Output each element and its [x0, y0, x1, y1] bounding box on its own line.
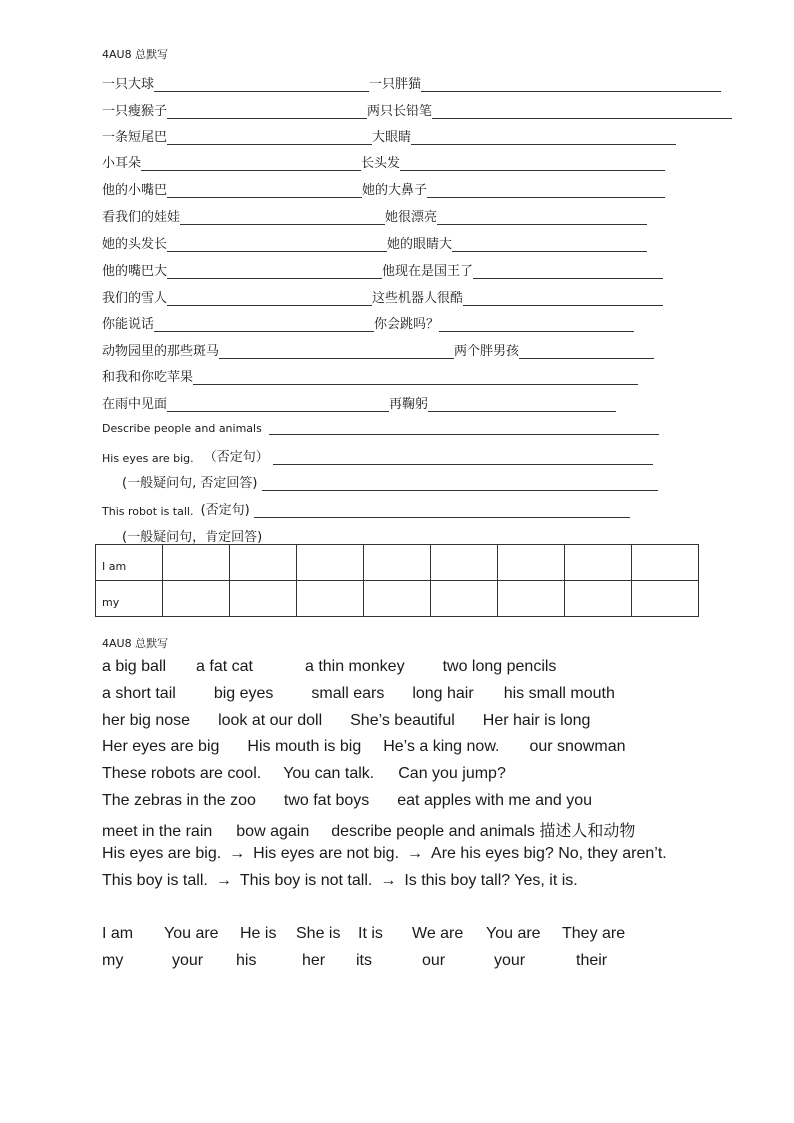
- answer-line: [102, 658, 556, 676]
- answer-phrase: Is this boy tall? Yes, it is.: [404, 872, 578, 889]
- answer-blank[interactable]: [473, 265, 663, 279]
- answer-blank[interactable]: [193, 371, 638, 385]
- answer-blank[interactable]: [269, 421, 659, 435]
- table-label-my: my: [96, 581, 163, 617]
- q2-row: [102, 499, 630, 519]
- answer-phrase: You can talk.: [283, 765, 375, 782]
- pronoun-possessive: my: [102, 952, 124, 969]
- answer-blank[interactable]: [411, 131, 676, 145]
- q2-hint2: (一般疑问句，肯定回答): [122, 530, 263, 545]
- prompt-text: 她的头发长: [102, 237, 168, 252]
- arrow-icon: →: [229, 845, 246, 862]
- answer-phrase: our snowman: [529, 738, 626, 755]
- pronoun-possessive: her: [302, 952, 326, 969]
- prompt-text: 我们的雪人: [102, 291, 168, 306]
- pronoun-possessive: your: [494, 952, 526, 969]
- prompt-text: 她很漂亮: [385, 210, 438, 225]
- answer-line: [102, 845, 667, 863]
- q1-row: [102, 446, 653, 466]
- answer-phrase: his small mouth: [503, 685, 615, 702]
- answer-blank[interactable]: [154, 318, 374, 332]
- pronoun-subject: It is: [358, 925, 383, 942]
- answer-blank[interactable]: [266, 531, 654, 545]
- worksheet-row: [102, 126, 676, 146]
- answer-phrase: His eyes are not big.: [253, 845, 400, 862]
- pronoun-table: [95, 544, 699, 617]
- answer-line: [102, 712, 590, 730]
- pronoun-subject: She is: [296, 925, 341, 942]
- q2-sentence: This robot is tall.: [102, 505, 194, 518]
- answer-line: [102, 738, 625, 756]
- answer-phrase: her big nose: [102, 712, 191, 729]
- describe-prompt: Describe people and animals: [102, 422, 262, 435]
- answer-line: [102, 872, 578, 890]
- answer-blank[interactable]: [421, 78, 721, 92]
- pronoun-possessive: its: [356, 952, 372, 969]
- answer-blank[interactable]: [452, 238, 647, 252]
- answer-blank[interactable]: [432, 105, 732, 119]
- worksheet-row: [102, 340, 654, 360]
- answer-blank[interactable]: [439, 318, 634, 332]
- answer-phrase: Can you jump?: [398, 765, 506, 782]
- answer-phrase: a fat cat: [196, 658, 253, 675]
- pronoun-subject: He is: [240, 925, 277, 942]
- answer-phrase: This boy is tall.: [102, 872, 208, 889]
- table-cell[interactable]: [163, 581, 230, 617]
- answer-blank[interactable]: [154, 78, 369, 92]
- answer-phrase: His mouth is big: [247, 738, 362, 755]
- table-cell[interactable]: [431, 581, 498, 617]
- pronoun-subject: You are: [486, 925, 541, 942]
- q1b-row: [122, 472, 658, 492]
- prompt-text: 再鞠躬: [389, 397, 429, 412]
- prompt-text: 长头发: [361, 156, 401, 171]
- table-cell[interactable]: [163, 545, 230, 581]
- prompt-text: 他现在是国王了: [382, 264, 474, 279]
- prompt-text: 他的小嘴巴: [102, 183, 168, 198]
- prompt-text: 一条短尾巴: [102, 130, 168, 145]
- q1-hint2: (一般疑问句, 否定回答): [122, 476, 258, 491]
- worksheet-row: [102, 366, 638, 386]
- answer-blank[interactable]: [427, 184, 665, 198]
- worksheet-row: [102, 233, 647, 253]
- answer-blank[interactable]: [254, 504, 630, 518]
- answer-line: [102, 818, 635, 841]
- answer-phrase: two long pencils: [442, 658, 557, 675]
- answer-blank[interactable]: [167, 292, 372, 306]
- worksheet-row: [102, 179, 665, 199]
- arrow-icon: →: [407, 845, 424, 862]
- table-cell[interactable]: [297, 545, 364, 581]
- answer-phrase: small ears: [311, 685, 385, 702]
- answer-phrase: bow again: [236, 823, 310, 840]
- worksheet-row: [102, 287, 663, 307]
- answer-phrase: Her eyes are big: [102, 738, 220, 755]
- answer-blank[interactable]: [167, 105, 367, 119]
- table-label-iam: I am: [96, 545, 163, 581]
- prompt-text: 一只大球: [102, 77, 155, 92]
- prompt-text: 你能说话: [102, 317, 155, 332]
- pronoun-subject: I am: [102, 925, 134, 942]
- answer-phrase: two fat boys: [283, 792, 370, 809]
- answer-phrase: The zebras in the zoo: [102, 792, 256, 809]
- answer-phrase: Her hair is long: [482, 712, 591, 729]
- table-row: [96, 581, 699, 617]
- worksheet-row: [102, 260, 663, 280]
- prompt-text: 他的嘴巴大: [102, 264, 168, 279]
- answer-line: [102, 792, 592, 810]
- worksheet-row: [102, 73, 721, 93]
- answer-phrase: This boy is not tall.: [239, 872, 373, 889]
- describe-row: [102, 420, 659, 440]
- answer-blank[interactable]: [428, 398, 616, 412]
- q2-hint: (否定句): [200, 503, 250, 518]
- pronoun-possessive: his: [236, 952, 257, 969]
- worksheet-row: [102, 152, 665, 172]
- pronoun-possessive: your: [172, 952, 204, 969]
- answer-phrase: eat apples with me and you: [397, 792, 593, 809]
- table-cell[interactable]: [632, 581, 699, 617]
- prompt-text: 动物园里的那些斑马: [102, 344, 220, 359]
- answer-phrase: a thin monkey: [304, 658, 405, 675]
- answer-phrase: She’s beautiful: [350, 712, 455, 729]
- q2b-row: [122, 526, 654, 546]
- answer-phrase: describe people and animals 描述人和动物: [331, 823, 636, 840]
- answer-blank[interactable]: [167, 265, 382, 279]
- table-cell[interactable]: [364, 581, 431, 617]
- q1-sentence: His eyes are big.: [102, 452, 194, 465]
- answer-phrase: He’s a king now.: [383, 738, 500, 755]
- answer-blank[interactable]: [219, 345, 454, 359]
- worksheet-title: 4AU8 总默写: [102, 48, 169, 61]
- table-cell[interactable]: [498, 581, 565, 617]
- answer-phrase: These robots are cool.: [102, 765, 262, 782]
- table-cell[interactable]: [565, 581, 632, 617]
- answer-blank[interactable]: [180, 211, 385, 225]
- table-cell[interactable]: [431, 545, 498, 581]
- answer-blank[interactable]: [262, 477, 658, 491]
- prompt-text: 她的眼睛大: [387, 237, 453, 252]
- answer-phrase: His eyes are big.: [102, 845, 222, 862]
- worksheet-row: [102, 393, 616, 413]
- pronoun-possessive: our: [422, 952, 446, 969]
- answer-blank[interactable]: [167, 238, 387, 252]
- answer-line: [102, 685, 615, 703]
- answer-phrase: meet in the rain: [102, 823, 213, 840]
- prompt-text: 和我和你吃苹果: [102, 370, 194, 385]
- table-cell[interactable]: [297, 581, 364, 617]
- answer-blank[interactable]: [167, 184, 362, 198]
- prompt-text: 两个胖男孩: [454, 344, 520, 359]
- table-cell[interactable]: [230, 545, 297, 581]
- answer-blank[interactable]: [141, 157, 361, 171]
- prompt-text: 看我们的娃娃: [102, 210, 181, 225]
- pronoun-possessive: their: [576, 952, 608, 969]
- answer-line: [102, 765, 506, 783]
- pronoun-subject: We are: [412, 925, 464, 942]
- prompt-text: 一只胖猫: [369, 77, 422, 92]
- prompt-text: 你会跳吗？: [374, 317, 440, 332]
- pronoun-subject: They are: [562, 925, 626, 942]
- table-cell[interactable]: [632, 545, 699, 581]
- table-cell[interactable]: [498, 545, 565, 581]
- answer-blank[interactable]: [463, 292, 663, 306]
- pronoun-subject: You are: [164, 925, 219, 942]
- arrow-icon: →: [380, 872, 397, 889]
- prompt-text: 大眼睛: [372, 130, 412, 145]
- prompt-text: 两只长铅笔: [367, 104, 433, 119]
- answer-phrase: a short tail: [102, 685, 176, 702]
- answer-blank[interactable]: [519, 345, 654, 359]
- answer-blank[interactable]: [273, 451, 653, 465]
- worksheet-row: [102, 206, 647, 226]
- answer-blank[interactable]: [437, 211, 647, 225]
- answer-phrase: big eyes: [213, 685, 274, 702]
- answers-title: 4AU8 总默写: [102, 637, 169, 650]
- table-cell[interactable]: [230, 581, 297, 617]
- table-cell[interactable]: [364, 545, 431, 581]
- worksheet-row: [102, 100, 732, 120]
- answer-blank[interactable]: [400, 157, 665, 171]
- answer-blank[interactable]: [167, 131, 372, 145]
- prompt-text: 在雨中见面: [102, 397, 168, 412]
- table-row: [96, 545, 699, 581]
- answer-blank[interactable]: [167, 398, 389, 412]
- table-cell[interactable]: [565, 545, 632, 581]
- arrow-icon: →: [215, 872, 232, 889]
- prompt-text: 一只瘦猴子: [102, 104, 168, 119]
- prompt-text: 小耳朵: [102, 156, 142, 171]
- prompt-text: 她的大鼻子: [362, 183, 428, 198]
- worksheet-row: [102, 313, 634, 333]
- answer-phrase: long hair: [412, 685, 474, 702]
- q1-hint: （否定句）: [203, 450, 269, 465]
- answer-phrase: a big ball: [102, 658, 167, 675]
- prompt-text: 这些机器人很酷: [372, 291, 464, 306]
- answer-phrase: Are his eyes big? No, they aren’t.: [431, 845, 667, 862]
- answer-phrase: look at our doll: [218, 712, 323, 729]
